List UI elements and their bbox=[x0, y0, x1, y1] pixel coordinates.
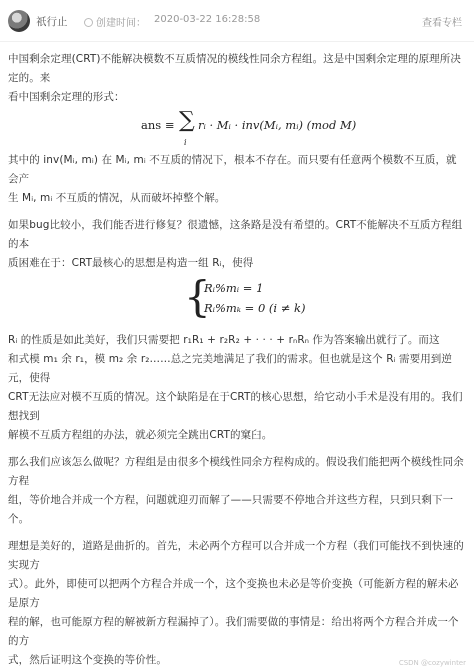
crt-formula-lhs: ans ≡ bbox=[141, 118, 175, 132]
paragraph-ideal-line-3: 程的解，也可能原方程的解被新方程漏掉了）。我们需要做的事情是：给出将两个方程合并成一个的方 bbox=[8, 616, 459, 647]
paragraph-ri-line-3: CRT无法应对模不互质的情况。这个缺陷是在于CRT的核心思想，给它动小手术是没有用的。我们想找到 bbox=[8, 391, 463, 422]
paragraph-bug-line-1: 如果bug比较小，我们能否进行修复？很遗憾，这条路是没有希望的。CRT不能解决不互质方程组的本 bbox=[8, 219, 463, 250]
paragraph-intro-line-1: 中国剩余定理(CRT)不能解决模数不互质情况的模线性同余方程组。这是中国剩余定理的原理所决定的。来 bbox=[8, 53, 461, 84]
paragraph-ideal-line-2: 式）。此外，即使可以把两个方程合并成一个，这个变换也未必是等价变换（可能新方程的解未必是原方 bbox=[8, 578, 459, 609]
paragraph-merge-line-1: 那么我们应该怎么做呢？方程组是由很多个模线性同余方程构成的。假设我们能把两个模线性同余方程 bbox=[8, 456, 464, 487]
article-body bbox=[0, 42, 474, 670]
condition-row-1: Rᵢ%mᵢ = 1 bbox=[204, 281, 264, 295]
paragraph-bug bbox=[8, 216, 466, 273]
paragraph-intro-line-2: 看中国剩余定理的形式： bbox=[8, 91, 125, 103]
paragraph-inverse-line-2: 生 Mᵢ, mᵢ 不互质的情况，从而破坏掉整个解。 bbox=[8, 192, 226, 204]
paragraph-intro bbox=[8, 50, 466, 107]
summation-index: i bbox=[184, 138, 187, 147]
paragraph-inverse bbox=[8, 151, 466, 208]
paragraph-ri-line-2: 和式模 m₁ 余 r₁，模 m₂ 余 r₂……总之完美地满足了我们的需求。但也就是这个 Rᵢ 需要用到逆元，使得 bbox=[8, 353, 452, 384]
created-time-label-text: 创建时间： bbox=[96, 18, 146, 29]
paragraph-ri-property bbox=[8, 331, 466, 445]
paragraph-ideal-line-1: 理想是美好的，道路是曲折的。首先，未必两个方程可以合并成一个方程（我们可能找不到快速的实现方 bbox=[8, 540, 464, 571]
paragraph-ri-line-1: Rᵢ 的性质是如此美好，我们只需要把 r₁R₁ + r₂R₂ + · · · + rₙRₙ 作为答案输出就行了。而这 bbox=[8, 334, 440, 346]
paragraph-bug-line-2: 质困难在于：CRT最核心的思想是构造一组 Rᵢ，使得 bbox=[8, 257, 254, 269]
paragraph-ideal-line-4: 式，然后证明这个变换的等价性。 bbox=[8, 654, 167, 666]
view-column-link[interactable]: 查看专栏 bbox=[422, 18, 462, 29]
author-avatar[interactable] bbox=[8, 10, 30, 32]
paragraph-ideal bbox=[8, 537, 466, 670]
author-name[interactable]: 祇行止 bbox=[36, 16, 68, 28]
created-time-label bbox=[84, 14, 146, 29]
post-header bbox=[0, 0, 474, 42]
condition-row-2: Rᵢ%mₖ = 0 (i ≠ k) bbox=[204, 301, 306, 315]
paragraph-ri-line-4: 解模不互质方程组的办法，就必须完全跳出CRT的窠臼。 bbox=[8, 429, 273, 441]
csdn-watermark: CSDN @cozywinter bbox=[398, 659, 466, 667]
left-brace: { bbox=[184, 272, 211, 321]
crt-formula-rhs: rᵢ · Mᵢ · inv(Mᵢ, mᵢ) (mod M) bbox=[198, 118, 357, 132]
crt-formula bbox=[8, 107, 466, 151]
paragraph-inverse-line-1: 其中的 inv(Mᵢ, mᵢ) 在 Mᵢ, mᵢ 不互质的情况下，根本不存在。而只要有任意两个模数不互质，就会产 bbox=[8, 154, 457, 185]
paragraph-merge bbox=[8, 453, 466, 529]
ri-conditions-formula bbox=[8, 273, 466, 331]
paragraph-merge-line-2: 组，等价地合并成一个方程，问题就迎刃而解了——只需要不停地合并这些方程，只到只剩下一个。 bbox=[8, 494, 454, 525]
created-time-value: 2020-03-22 16:28:58 bbox=[154, 14, 261, 25]
summation-symbol: ∑ bbox=[179, 108, 195, 133]
clock-icon bbox=[84, 18, 93, 27]
